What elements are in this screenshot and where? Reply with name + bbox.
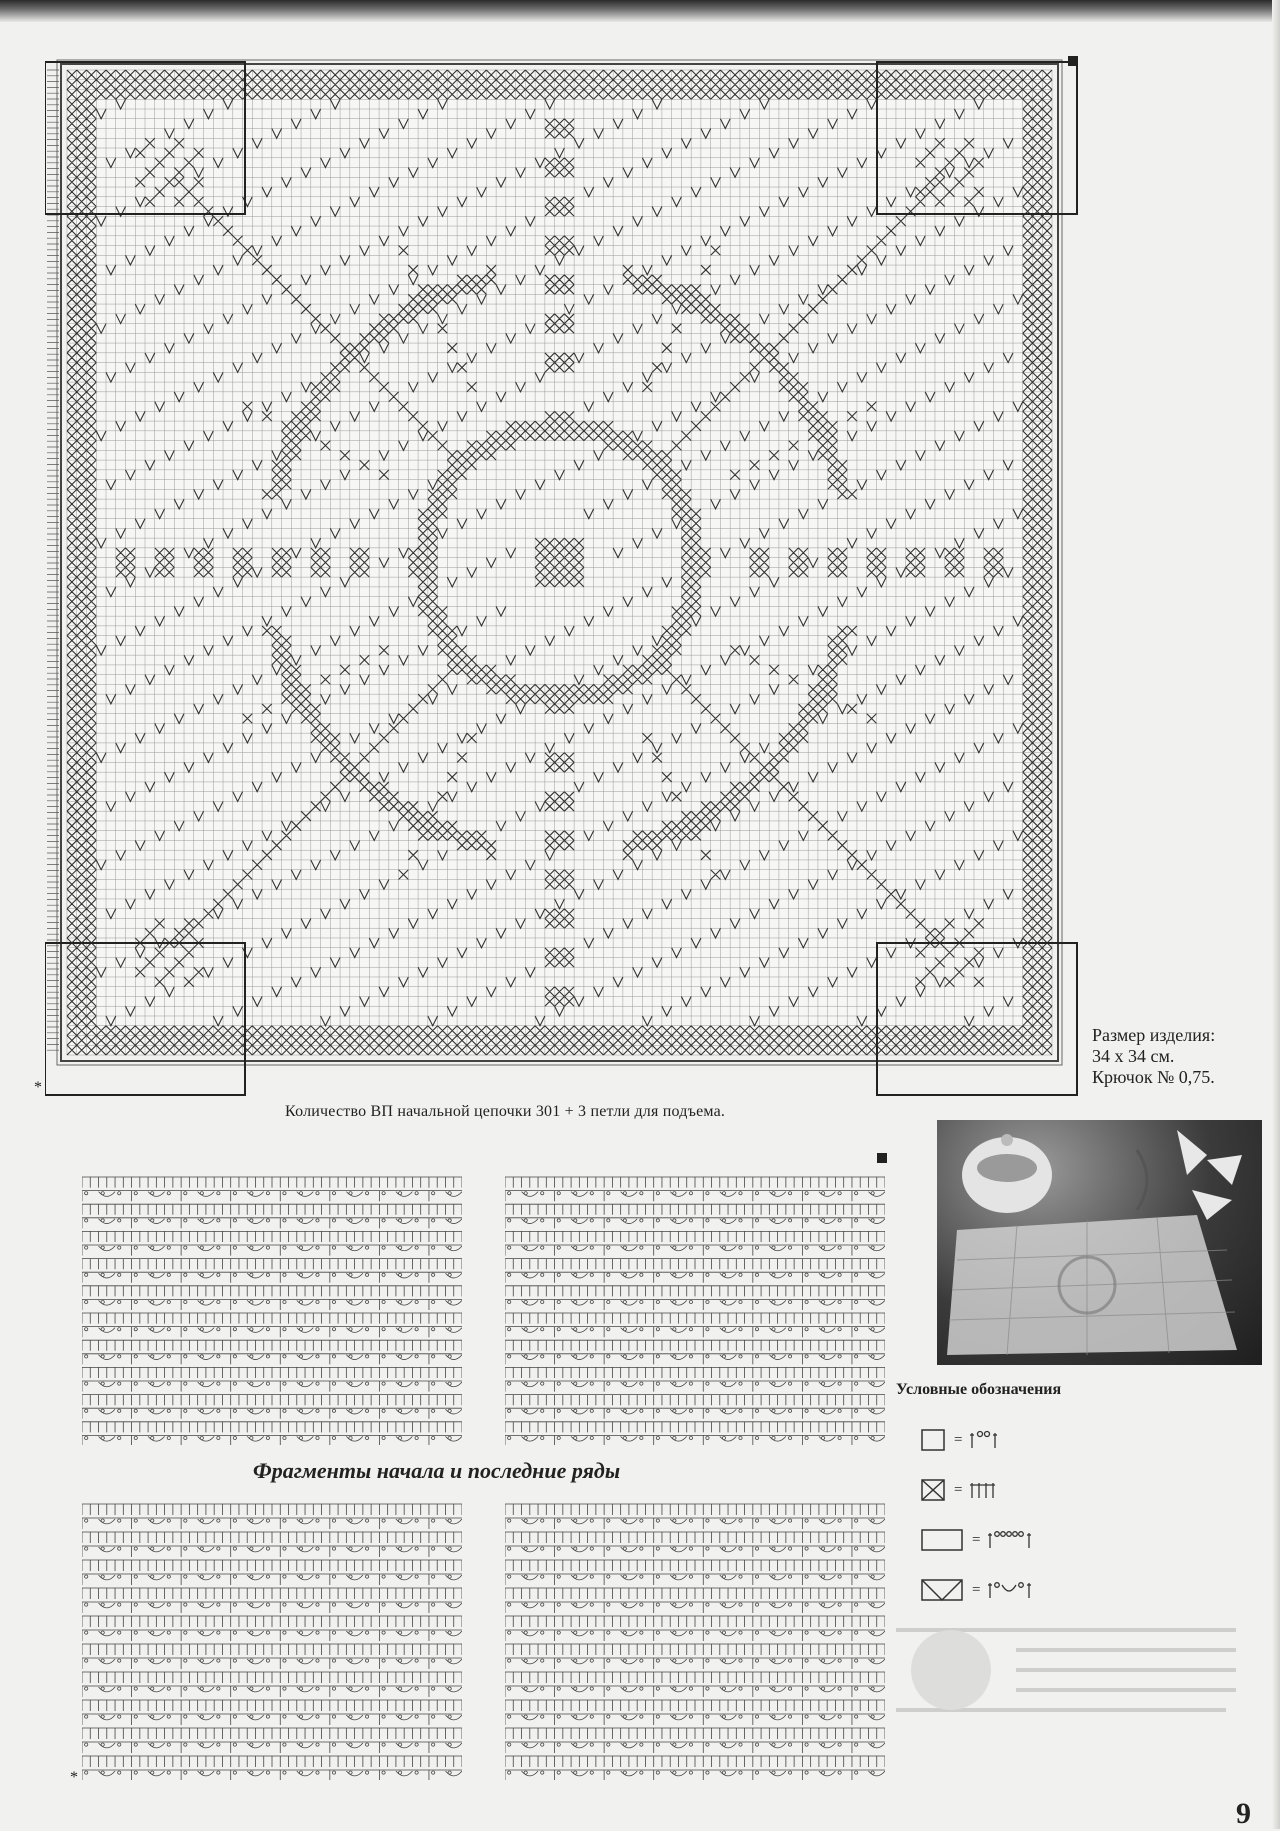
legend-row-bar — [920, 1515, 1165, 1565]
fragments-title: Фрагменты начала и последние ряды — [253, 1458, 621, 1483]
wide-rectangle-icon — [920, 1528, 966, 1552]
photo-illustration — [937, 1120, 1262, 1365]
legend-equals: = — [972, 1581, 981, 1598]
size-label: Размер изделия: — [1092, 1025, 1216, 1045]
crossed-square-icon — [920, 1478, 948, 1502]
fragment-diagram-top-right — [505, 1173, 885, 1445]
size-info — [1092, 1025, 1215, 1088]
fragment-svg — [505, 1173, 885, 1445]
legend-equals: = — [972, 1531, 981, 1548]
legend-title: Условные обозначения — [896, 1381, 1062, 1398]
legend-row-v — [920, 1565, 1165, 1615]
faded-lines — [896, 1620, 1246, 1740]
legend-equals: = — [954, 1481, 963, 1498]
fragment-diagram-top-left — [82, 1173, 462, 1445]
stitch-symbol-icon — [968, 1478, 1008, 1502]
page-top-edge — [0, 0, 1280, 22]
fragment-svg — [82, 1173, 462, 1445]
stitch-symbol-icon — [986, 1578, 1046, 1602]
start-star-mark: * — [34, 1079, 42, 1096]
fragment-star-mark: * — [70, 1769, 78, 1786]
hook-size: Крючок № 0,75. — [1092, 1067, 1215, 1087]
legend — [920, 1415, 1165, 1615]
size-value: 34 х 34 см. — [1092, 1046, 1175, 1066]
fragment-svg — [505, 1500, 885, 1780]
fragment-svg — [82, 1500, 462, 1780]
chain-caption: Количество ВП начальной цепочки 301 + 3 петли для подъема. — [285, 1103, 726, 1120]
faded-background-text — [896, 1620, 1246, 1740]
legend-row-filled — [920, 1465, 1165, 1515]
filet-crochet-chart — [45, 58, 1080, 1098]
fragment-square-mark — [877, 1153, 887, 1163]
page-right-shade — [1272, 0, 1280, 1829]
fragment-diagram-bottom-right — [505, 1500, 885, 1780]
stitch-symbol-icon — [986, 1528, 1046, 1552]
legend-equals: = — [954, 1431, 963, 1448]
page-number: 9 — [1236, 1797, 1251, 1830]
fragment-diagram-bottom-left — [82, 1500, 462, 1780]
legend-row-open — [920, 1415, 1165, 1465]
doily-photo — [937, 1120, 1262, 1365]
open-square-icon — [920, 1428, 948, 1452]
v-stitch-icon — [920, 1578, 966, 1602]
stitch-symbol-icon — [968, 1428, 1008, 1452]
corner-square-mark — [1068, 56, 1078, 66]
chart-grid-svg — [45, 58, 1080, 1098]
